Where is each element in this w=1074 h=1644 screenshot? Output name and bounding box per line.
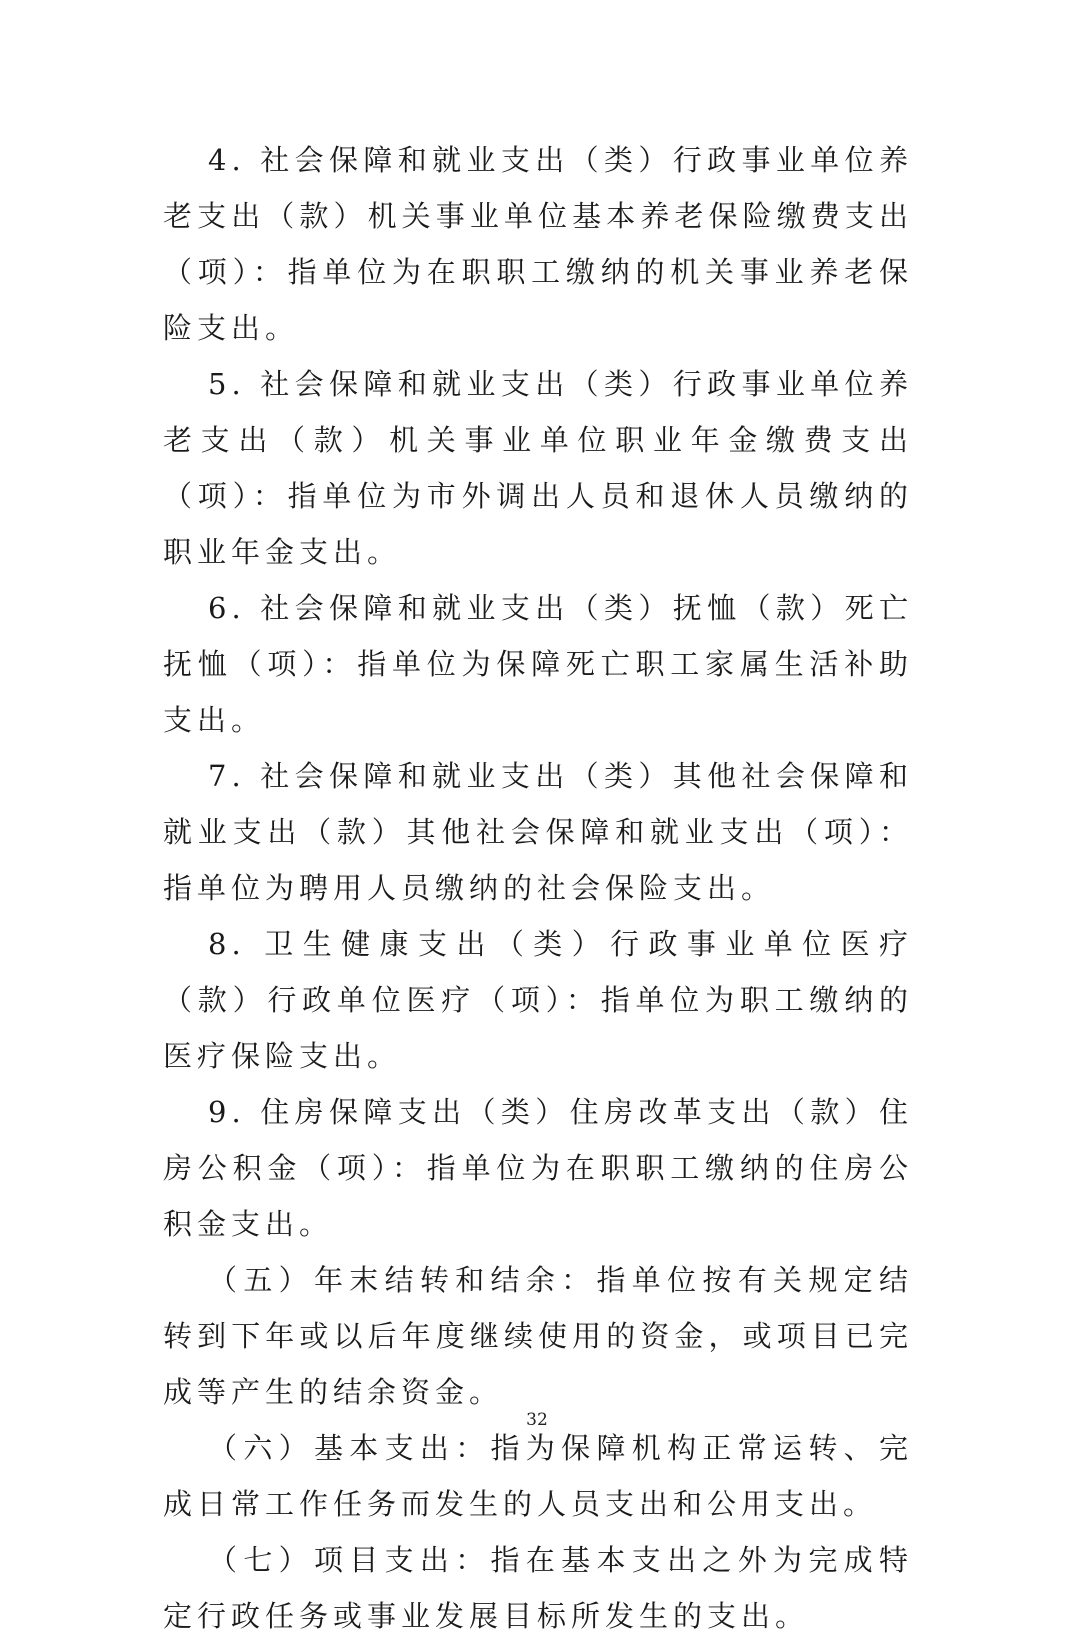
paragraph-item-4: 4. 社会保障和就业支出（类）行政事业单位养老支出（款）机关事业单位基本养老保险缴费支出（项）：指单位为在职职工缴纳的机关事业养老保险支出。 (163, 143, 913, 345)
paragraph-item-5: 5. 社会保障和就业支出（类）行政事业单位养老支出（款）机关事业单位职业年金缴费支出（项）：指单位为市外调出人员和退休人员缴纳的职业年金支出。 (163, 367, 913, 569)
paragraph-item-6: 6. 社会保障和就业支出（类）抚恤（款）死亡抚恤（项）：指单位为保障死亡职工家属生活补助支出。 (163, 591, 913, 737)
paragraph-section-6: （六）基本支出：指为保障机构正常运转、完成日常工作任务而发生的人员支出和公用支出。 (163, 1431, 913, 1521)
paragraph-item-8: 8. 卫生健康支出（类）行政事业单位医疗（款）行政单位医疗（项）：指单位为职工缴纳的医疗保险支出。 (163, 927, 913, 1073)
paragraph-section-7: （七）项目支出：指在基本支出之外为完成特定行政任务或事业发展目标所发生的支出。 (163, 1543, 913, 1633)
page-number: 32 (526, 1410, 548, 1430)
paragraph-item-7: 7. 社会保障和就业支出（类）其他社会保障和就业支出（款）其他社会保障和就业支出（项）：指单位为聘用人员缴纳的社会保险支出。 (163, 759, 913, 905)
paragraph-item-9: 9. 住房保障支出（类）住房改革支出（款）住房公积金（项）：指单位为在职职工缴纳的住房公积金支出。 (163, 1095, 913, 1241)
paragraph-section-5: （五）年末结转和结余：指单位按有关规定结转到下年或以后年度继续使用的资金，或项目已完成等产生的结余资金。 (163, 1263, 913, 1409)
